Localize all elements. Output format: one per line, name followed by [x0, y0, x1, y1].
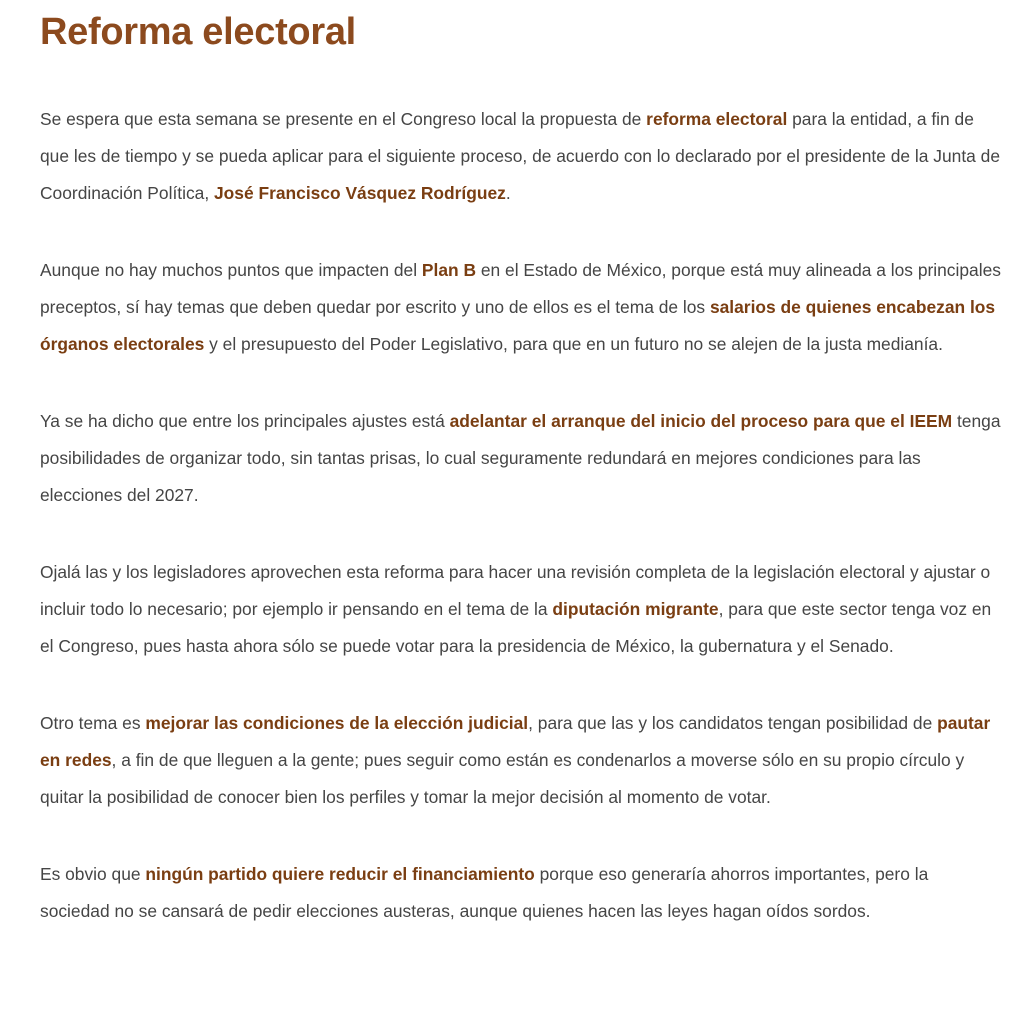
article-paragraph-1 — [40, 101, 1002, 212]
article-paragraph-2 — [40, 252, 1002, 363]
highlight-plan-b: Plan B — [421, 260, 477, 280]
paragraph-text: en el Estado de México, porque está muy alineada a los principales preceptos, sí hay temas que deben quedar por escrito y uno de ellos es el tema de los — [40, 260, 1001, 317]
paragraph-text: y el presupuesto del Poder Legislativo, para que en un futuro no se alejen de la justa medianía. — [204, 334, 943, 354]
paragraph-text: Ya se ha dicho que entre los principales ajustes está — [40, 411, 450, 431]
article-paragraph-4 — [40, 554, 1002, 665]
paragraph-text: Ojalá las y los legisladores aprovechen esta reforma para hacer una revisión completa de la legislación electoral y ajustar o incluir todo lo necesario; por ejemplo ir pensando en el tema de la — [40, 562, 991, 619]
paragraph-text: , a fin de que lleguen a la gente; pues seguir como están es condenarlos a moverse sólo en su propio círculo y quitar la posibilidad de conocer bien los perfiles y tomar la mejor decisión al momento de votar. — [40, 750, 965, 807]
paragraph-text: para la entidad, a fin de que les de tiempo y se pueda aplicar para el siguiente proceso, de acuerdo con lo declarado por el presidente de la Junta de Coordinación Política, — [40, 109, 1001, 203]
paragraph-text: Otro tema es — [40, 713, 146, 733]
highlight-financiamiento: ningún partido quiere reducir el financiamiento — [145, 864, 535, 884]
article-paragraph-6 — [40, 856, 1002, 930]
paragraph-text: Se espera que esta semana se presente en el Congreso local la propuesta de — [40, 109, 647, 129]
article-title: Reforma electoral — [40, 11, 356, 53]
paragraph-text: Es obvio que — [40, 864, 146, 884]
article — [40, 0, 1002, 930]
paragraph-text: . — [505, 183, 511, 203]
article-paragraph-5 — [40, 705, 1002, 816]
highlight-reforma-electoral: reforma electoral — [646, 109, 788, 129]
paragraph-text: , para que este sector tenga voz en el Congreso, pues hasta ahora sólo se puede votar para la presidencia de México, la gubernatura y el Senado. — [40, 599, 992, 656]
highlight-diputacion-migrante: diputación migrante — [552, 599, 719, 619]
highlight-eleccion-judicial: mejorar las condiciones de la elección judicial — [145, 713, 529, 733]
paragraph-text: porque eso generaría ahorros importantes, pero la sociedad no se cansará de pedir elecciones austeras, aunque quienes hacen las leyes hagan oídos sordos. — [40, 864, 929, 921]
highlight-jose-francisco-vasquez: José Francisco Vásquez Rodríguez — [214, 183, 506, 203]
paragraph-text: , para que las y los candidatos tengan posibilidad de — [528, 713, 938, 733]
highlight-adelantar-arranque-ieem: adelantar el arranque del inicio del proceso para que el IEEM — [449, 411, 953, 431]
article-paragraph-3 — [40, 403, 1002, 514]
highlight-pautar-en-redes: pautar en redes — [40, 713, 991, 770]
paragraph-text: Aunque no hay muchos puntos que impacten del — [40, 260, 422, 280]
paragraph-text: tenga posibilidades de organizar todo, sin tantas prisas, lo cual seguramente redundará en mejores condiciones para las elecciones del 2027. — [40, 411, 1001, 505]
highlight-salarios-organos-electorales: salarios de quienes encabezan los órganos electorales — [40, 297, 996, 354]
